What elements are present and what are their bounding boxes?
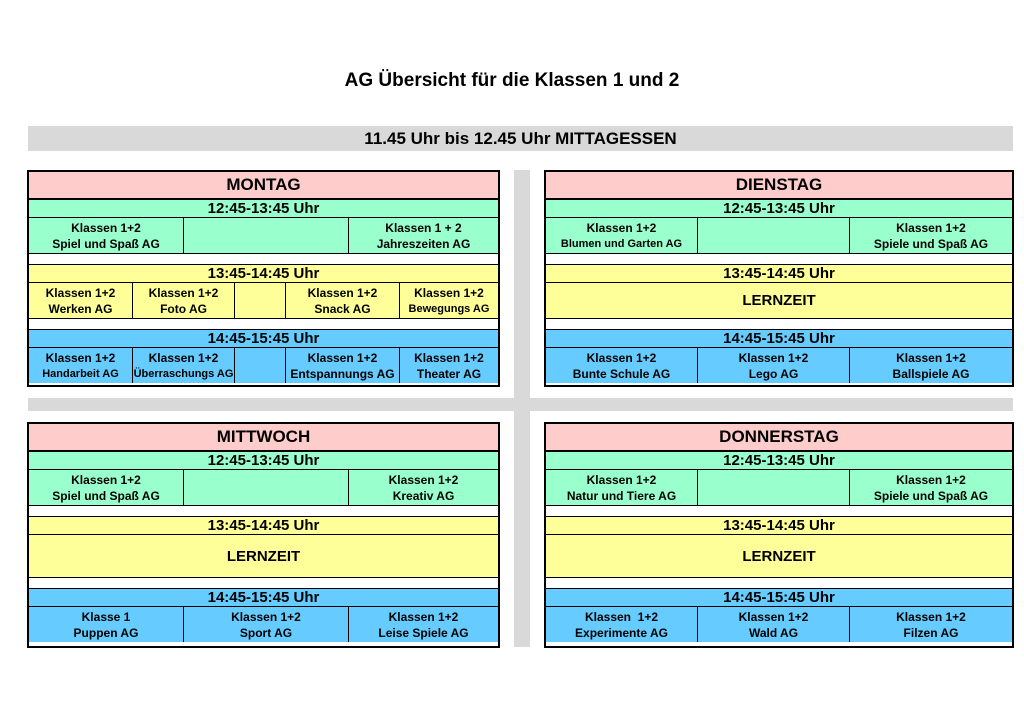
ag-cell: Klassen 1+2 Spiele und Spaß AG [873,220,989,251]
day-header: MITTWOCH [29,424,498,451]
ag-cell-empty [184,470,349,505]
lernzeit-block: LERNZEIT [29,535,498,578]
time-slot-header: 12:45-13:45 Uhr [546,451,1012,470]
time-slot-header: 12:45-13:45 Uhr [29,199,498,218]
time-slot-header: 13:45-14:45 Uhr [29,264,498,283]
ag-cell: Klassen 1+2 Spiel und Spaß AG [29,218,184,253]
ag-row [29,348,498,383]
page-title: AG Übersicht für die Klassen 1 und 2 [344,70,680,91]
ag-cell: Klassen 1+2 Lego AG [698,348,850,383]
time-slot-header: 13:45-14:45 Uhr [546,516,1012,535]
ag-cell: Klassen 1+2 Snack AG [286,283,400,318]
day-card-montag [27,170,500,387]
ag-row [29,470,498,506]
ag-cell: Klassen 1+2 Wald AG [698,607,850,642]
ag-cell-empty [698,218,850,253]
day-header: DIENSTAG [546,172,1012,199]
ag-cell: Klassen 1+2 Bunte Schule AG [546,348,698,383]
ag-row [29,607,498,642]
ag-cell: Klassen 1+2 Handarbeit AG [29,348,133,383]
time-slot-header: 14:45-15:45 Uhr [546,588,1012,607]
ag-row [29,283,498,319]
ag-cell: Klassen 1+2 Leise Spiele AG [378,609,469,640]
day-header: DONNERSTAG [546,424,1012,451]
ag-cell: Klassen 1+2 Sport AG [184,607,349,642]
time-slot-header: 13:45-14:45 Uhr [546,264,1012,283]
ag-cell: Klassen 1 + 2 Jahreszeiten AG [376,220,471,251]
time-slot-header: 14:45-15:45 Uhr [29,329,498,348]
ag-cell: Klasse 1 Puppen AG [29,607,184,642]
ag-cell: Klassen 1+2 Kreativ AG [388,472,459,503]
day-card-dienstag [544,170,1014,387]
ag-cell: Klassen 1+2 Spiel und Spaß AG [29,470,184,505]
ag-cell: Klassen 1+2 Natur und Tiere AG [546,470,698,505]
ag-row [546,348,1012,383]
ag-cell: Klassen 1+2 Bewegungs AG [408,285,490,315]
time-slot-header: 12:45-13:45 Uhr [29,451,498,470]
ag-cell-empty [235,348,286,383]
lernzeit-block: LERNZEIT [546,535,1012,578]
horizontal-divider [28,398,1013,411]
ag-cell-empty [698,470,850,505]
time-slot-header: 12:45-13:45 Uhr [546,199,1012,218]
ag-cell-empty [184,218,349,253]
lernzeit-block: LERNZEIT [546,283,1012,319]
lunch-banner: 11.45 Uhr bis 12.45 Uhr MITTAGESSEN [28,126,1013,151]
ag-row [29,218,498,254]
ag-cell: Klassen 1+2 Theater AG [414,350,484,381]
ag-cell: Klassen 1+2 Entspannungs AG [286,348,400,383]
ag-row [546,218,1012,254]
ag-cell: Klassen 1+2 Filzen AG [896,609,966,640]
day-card-mittwoch [27,422,500,648]
ag-cell: Klassen 1+2 Werken AG [29,283,133,318]
day-card-donnerstag [544,422,1014,648]
ag-row [546,607,1012,642]
day-header: MONTAG [29,172,498,199]
ag-cell: Klassen 1+2 Blumen und Garten AG [546,218,698,253]
time-slot-header: 14:45-15:45 Uhr [29,588,498,607]
time-slot-header: 13:45-14:45 Uhr [29,516,498,535]
ag-cell-empty [235,283,286,318]
ag-cell: Klassen 1+2 Überraschungs AG [133,348,235,383]
ag-cell: Klassen 1+2 Experimente AG [546,607,698,642]
ag-cell: Klassen 1+2 Spiele und Spaß AG [873,472,989,503]
ag-row [546,470,1012,506]
ag-cell: Klassen 1+2 Foto AG [133,283,235,318]
time-slot-header: 14:45-15:45 Uhr [546,329,1012,348]
ag-cell: Klassen 1+2 Ballspiele AG [892,350,970,381]
